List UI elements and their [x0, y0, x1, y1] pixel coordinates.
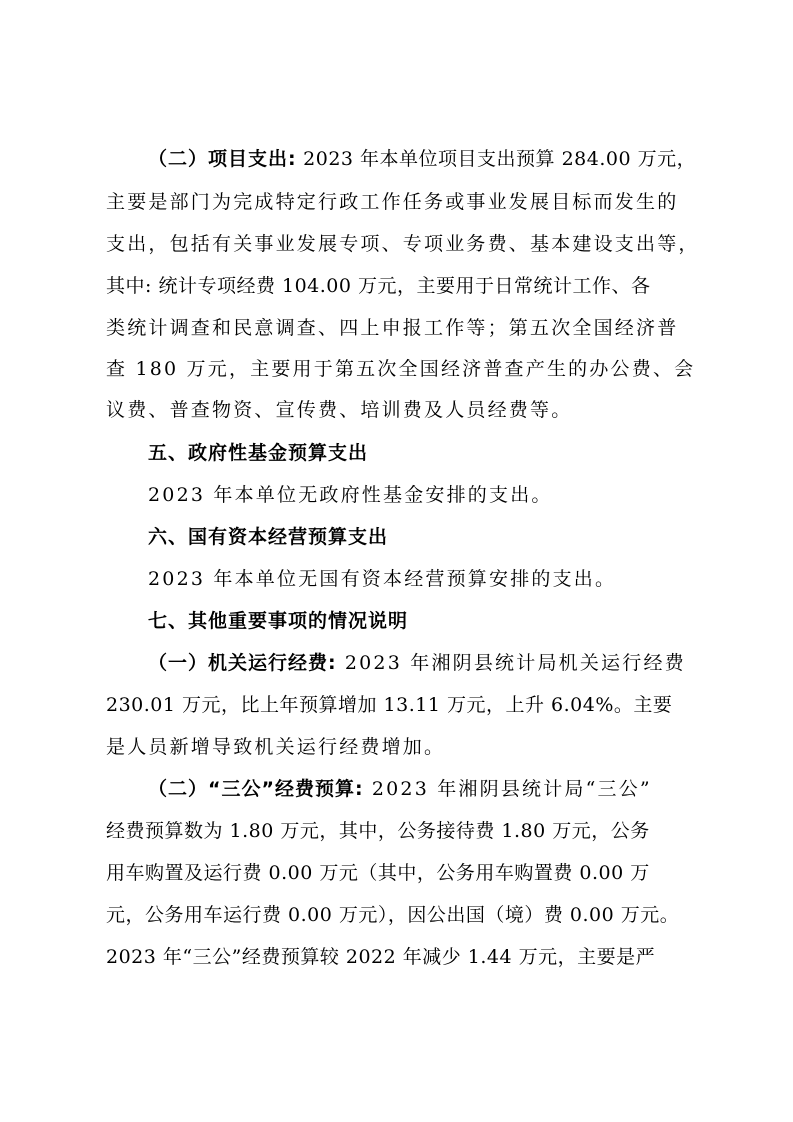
operating-cost-label: （一）机关运行经费: — [148, 652, 337, 674]
project-expense-line-4: 其中: 统计专项经费 104.00 万元，主要用于日常统计工作、各 — [106, 275, 651, 297]
section-six-heading: 六、国有资本经营预算支出 — [148, 526, 389, 548]
project-expense-line-5: 类统计调查和民意调查、四上申报工作等；第五次全国经济普 — [106, 317, 679, 339]
project-expense-line-6: 查 180 万元，主要用于第五次全国经济普查产生的办公费、会 — [106, 358, 696, 380]
three-public-text: 2023 年湘阴县统计局“三公” — [371, 778, 652, 800]
operating-cost-line-3: 是人员新增导致机关运行经费增加。 — [106, 736, 446, 758]
section-five-heading: 五、政府性基金预算支出 — [148, 442, 369, 464]
section-five-text: 2023 年本单位无政府性基金安排的支出。 — [148, 484, 553, 506]
project-expense-line-7: 议费、普查物资、宣传费、培训费及人员经费等。 — [106, 399, 573, 421]
section-seven-heading: 七、其他重要事项的情况说明 — [148, 610, 409, 632]
operating-cost-text: 2023 年湘阴县统计局机关运行经费 — [344, 652, 686, 674]
project-expense-line-2: 主要是部门为完成特定行政工作任务或事业发展目标而发生的 — [106, 191, 679, 213]
project-expense-label: （二）项目支出: — [148, 148, 297, 170]
three-public-label: （二）“三公”经费预算: — [148, 778, 364, 800]
three-public-line-4: 元，公务用车运行费 0.00 万元），因公出国（境）费 0.00 万元。 — [106, 904, 680, 926]
project-expense-text: 2023 年本单位项目支出预算 284.00 万元， — [303, 148, 697, 170]
operating-cost-line-2: 230.01 万元，比上年预算增加 13.11 万元，上升 6.04%。主要 — [106, 694, 673, 716]
three-public-line-3: 用车购置及运行费 0.00 万元（其中，公务用车购置费 0.00 万 — [106, 862, 650, 884]
section-six-text: 2023 年本单位无国有资本经营预算安排的支出。 — [148, 568, 617, 590]
project-expense-line-3: 支出，包括有关事业发展专项、专项业务费、基本建设支出等， — [106, 233, 700, 255]
project-expense-line-1 — [148, 147, 696, 171]
three-public-line-1 — [148, 777, 652, 801]
three-public-line-2: 经费预算数为 1.80 万元，其中，公务接待费 1.80 万元，公务 — [106, 820, 650, 842]
three-public-line-5: 2023 年“三公”经费预算较 2022 年减少 1.44 万元，主要是严 — [106, 946, 656, 968]
operating-cost-line-1 — [148, 651, 686, 675]
